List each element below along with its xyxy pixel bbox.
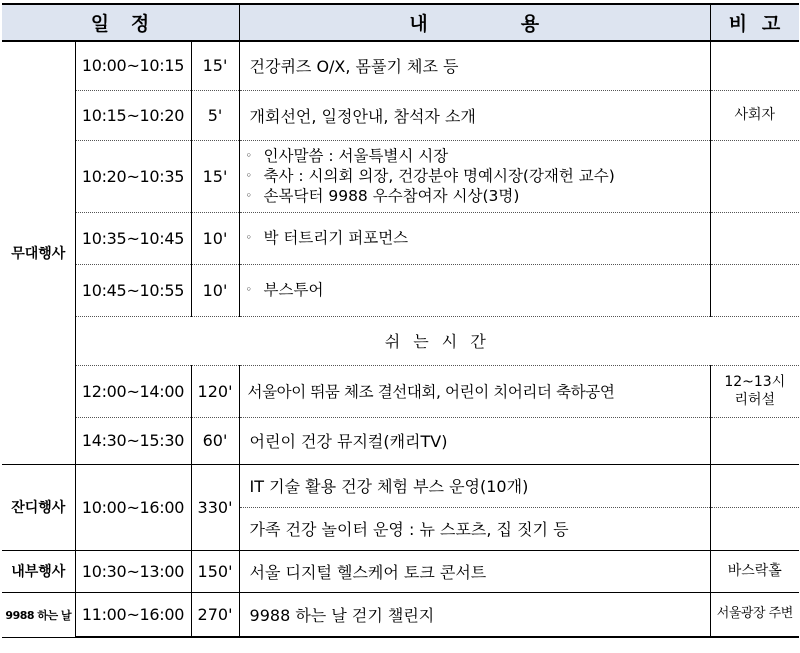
- time-cell: 11:00~16:00: [75, 592, 191, 637]
- table-row: [2, 41, 799, 90]
- list-item: ◦ 박 터트리기 퍼포먼스: [245, 229, 409, 247]
- duration-cell: 270': [191, 592, 239, 637]
- remarks-cell: [710, 264, 799, 316]
- duration-cell: 10': [191, 212, 239, 264]
- category-walk-day: 9988 하는 날: [2, 592, 75, 637]
- bullet-icon: ◦: [245, 149, 253, 162]
- header-content: 내 용: [239, 4, 710, 41]
- break-label: 쉬 는 시 간: [75, 316, 799, 365]
- content-cell: 가족 건강 놀이터 운영 : 뉴 스포츠, 집 짓기 등: [239, 507, 710, 550]
- time-cell: 12:00~14:00: [75, 365, 191, 417]
- remarks-cell: [710, 365, 799, 417]
- list-item: ◦ 인사말씀 : 서울특별시 시장: [245, 147, 449, 165]
- bullet-icon: ◦: [245, 189, 253, 202]
- category-indoor: 내부행사: [2, 550, 75, 592]
- content-cell: 개회선언, 일정안내, 참석자 소개: [239, 90, 710, 140]
- bullet-icon: ◦: [245, 283, 253, 296]
- duration-cell: 150': [191, 550, 239, 592]
- duration-cell: 15': [191, 140, 239, 212]
- remarks-cell: [710, 464, 799, 507]
- content-cell: [239, 140, 710, 212]
- table-row: [2, 550, 799, 592]
- list-item: ◦ 손목닥터 9988 우수참여자 시상(3명): [245, 187, 520, 205]
- category-lawn: 잔디행사: [2, 464, 75, 550]
- list-item: ◦ 축사 : 시의회 의장, 건강분야 명예시장(강재헌 교수): [245, 167, 615, 185]
- content-cell: 서울 디지털 헬스케어 토크 콘서트: [239, 550, 710, 592]
- time-cell: 10:30~13:00: [75, 550, 191, 592]
- time-cell: 10:20~10:35: [75, 140, 191, 212]
- content-cell: 어린이 건강 뮤지컬(캐리TV): [239, 417, 710, 464]
- table-row: [2, 464, 799, 507]
- category-stage: 무대행사: [2, 41, 75, 464]
- remarks-cell: [710, 41, 799, 90]
- content-cell: IT 기술 활용 건강 체험 부스 운영(10개): [239, 464, 710, 507]
- event-schedule-table: [2, 3, 799, 638]
- remarks-cell: [710, 417, 799, 464]
- content-cell: 서울아이 뛰뭄 체조 결선대회, 어린이 치어리더 축하공연: [239, 365, 710, 417]
- time-cell: 14:30~15:30: [75, 417, 191, 464]
- remarks-line: 12~13시: [724, 374, 786, 390]
- remarks-cell: 서울광장 주변: [710, 592, 799, 637]
- duration-cell: 120': [191, 365, 239, 417]
- table-row: [2, 592, 799, 637]
- remarks-cell: 바스락홀: [710, 550, 799, 592]
- header-row: [2, 4, 799, 41]
- content-cell: 건강퀴즈 O/X, 몸풀기 체조 등: [239, 41, 710, 90]
- content-cell: 9988 하는 날 걷기 챌린지: [239, 592, 710, 637]
- bullet-icon: ◦: [245, 231, 253, 244]
- table-row: [2, 264, 799, 316]
- remarks-cell: [710, 140, 799, 212]
- content-cell: [239, 264, 710, 316]
- list-item: ◦ 부스투어: [245, 281, 324, 299]
- header-schedule: 일 정: [2, 4, 239, 41]
- duration-cell: 60': [191, 417, 239, 464]
- remarks-line: 리허설: [734, 392, 776, 408]
- table-row: [2, 90, 799, 140]
- time-cell: 10:00~16:00: [75, 464, 191, 550]
- remarks-cell: [710, 212, 799, 264]
- table-row: [2, 417, 799, 464]
- duration-cell: 10': [191, 264, 239, 316]
- time-cell: 10:45~10:55: [75, 264, 191, 316]
- duration-cell: 330': [191, 464, 239, 550]
- time-cell: 10:35~10:45: [75, 212, 191, 264]
- content-cell: [239, 212, 710, 264]
- break-row: [2, 316, 799, 365]
- table-row: [2, 212, 799, 264]
- bullet-icon: ◦: [245, 169, 253, 182]
- duration-cell: 5': [191, 90, 239, 140]
- duration-cell: 15': [191, 41, 239, 90]
- table-row: [2, 365, 799, 417]
- remarks-cell: [710, 507, 799, 550]
- remarks-cell: 사회자: [710, 90, 799, 140]
- time-cell: 10:15~10:20: [75, 90, 191, 140]
- time-cell: 10:00~10:15: [75, 41, 191, 90]
- table-row: [2, 140, 799, 212]
- header-remarks: 비 고: [710, 4, 799, 41]
